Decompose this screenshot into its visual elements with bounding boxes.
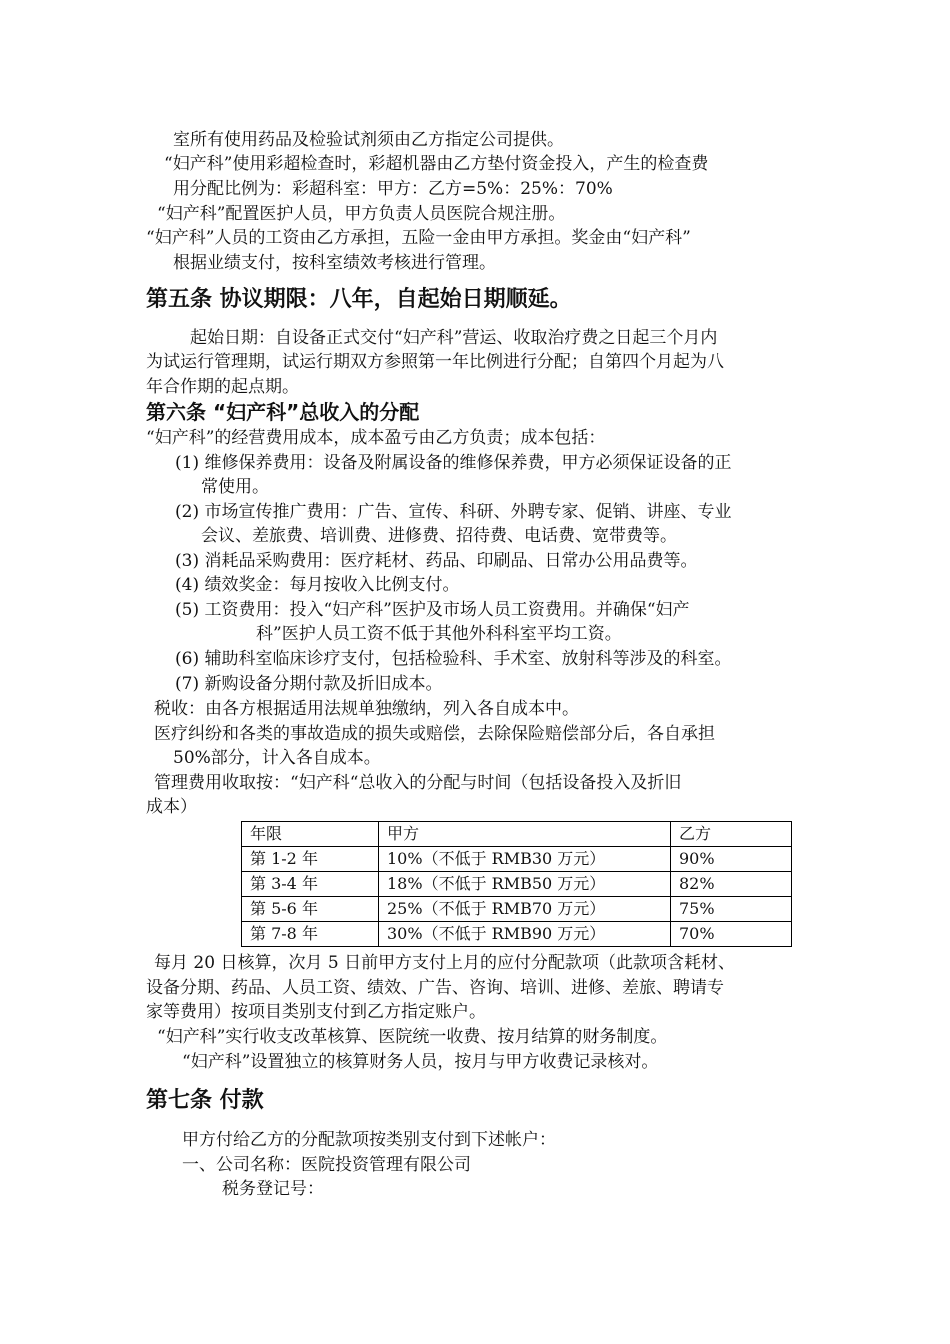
cost-item: (3) 消耗品采购费用：医疗耗材、药品、印刷品、日常办公用品费等。 bbox=[175, 551, 698, 571]
text-line: 甲方付给乙方的分配款项按类别支付到下述帐户： bbox=[182, 1130, 556, 1150]
cost-item: (5) 工资费用：投入“妇产科”医护及市场人员工资费用。并确保“妇产 bbox=[175, 600, 690, 620]
table-cell: 75% bbox=[671, 897, 792, 922]
cost-item: (4) 绩效奖金：每月按收入比例支付。 bbox=[175, 575, 460, 595]
table-header-cell: 乙方 bbox=[671, 822, 792, 847]
distribution-table bbox=[241, 821, 792, 947]
article-7-heading: 第七条 付款 bbox=[146, 1088, 264, 1113]
text-line: “妇产科”人员的工资由乙方承担，五险一金由甲方承担。奖金由“妇产科” bbox=[146, 228, 691, 248]
table-row bbox=[242, 897, 792, 922]
table-cell: 25%（不低于 RMB70 万元） bbox=[379, 897, 671, 922]
text-line: 成本） bbox=[146, 797, 197, 817]
text-line: “妇产科”实行收支改革核算、医院统一收费、按月结算的财务制度。 bbox=[157, 1027, 668, 1047]
table-cell: 第 3-4 年 bbox=[242, 872, 379, 897]
table-row bbox=[242, 922, 792, 947]
table-cell: 第 7-8 年 bbox=[242, 922, 379, 947]
article-6-heading: 第六条 “妇产科”总收入的分配 bbox=[146, 400, 420, 424]
text-line: 年合作期的起点期。 bbox=[146, 377, 299, 397]
table-row bbox=[242, 847, 792, 872]
text-line: “妇产科”的经营费用成本，成本盈亏由乙方负责；成本包括： bbox=[146, 428, 606, 448]
text-line: 医疗纠纷和各类的事故造成的损失或赔偿，去除保险赔偿部分后，各自承担 bbox=[154, 724, 715, 744]
text-line: 室所有使用药品及检验试剂须由乙方指定公司提供。 bbox=[173, 130, 564, 150]
cost-item: 科”医护人员工资不低于其他外科科室平均工资。 bbox=[256, 624, 622, 644]
table-cell: 第 1-2 年 bbox=[242, 847, 379, 872]
cost-item: (6) 辅助科室临床诊疗支付，包括检验科、手术室、放射科等涉及的科室。 bbox=[175, 649, 732, 669]
text-line: “妇产科”使用彩超检查时，彩超机器由乙方垫付资金投入，产生的检查费 bbox=[164, 154, 709, 174]
article-5-heading: 第五条 协议期限：八年，自起始日期顺延。 bbox=[146, 287, 572, 312]
table-header-cell: 年限 bbox=[242, 822, 379, 847]
text-line: “妇产科”设置独立的核算财务人员，按月与甲方收费记录核对。 bbox=[182, 1052, 659, 1072]
text-line: 用分配比例为：彩超科室：甲方：乙方=5%：25%：70% bbox=[173, 179, 613, 199]
table-row bbox=[242, 872, 792, 897]
table-cell: 90% bbox=[671, 847, 792, 872]
table-header-row bbox=[242, 822, 792, 847]
cost-item: (7) 新购设备分期付款及折旧成本。 bbox=[175, 674, 443, 694]
text-line: 50%部分，计入各自成本。 bbox=[173, 748, 381, 768]
text-line: “妇产科”配置医护人员，甲方负责人员医院合规注册。 bbox=[157, 204, 566, 224]
text-line: 为试运行管理期，试运行期双方参照第一年比例进行分配；自第四个月起为八 bbox=[146, 352, 724, 372]
text-line: 设备分期、药品、人员工资、绩效、广告、咨询、培训、进修、差旅、聘请专 bbox=[146, 978, 724, 998]
cost-item: (2) 市场宣传推广费用：广告、宣传、科研、外聘专家、促销、讲座、专业 bbox=[175, 502, 732, 522]
table-header-cell: 甲方 bbox=[379, 822, 671, 847]
table-cell: 70% bbox=[671, 922, 792, 947]
text-line: 一、公司名称：医院投资管理有限公司 bbox=[182, 1155, 471, 1175]
text-line: 起始日期：自设备正式交付“妇产科”营运、收取治疗费之日起三个月内 bbox=[190, 328, 718, 348]
table-cell: 10%（不低于 RMB30 万元） bbox=[379, 847, 671, 872]
text-line: 家等费用）按项目类别支付到乙方指定账户。 bbox=[146, 1002, 486, 1022]
cost-item: 常使用。 bbox=[201, 477, 269, 497]
table-cell: 第 5-6 年 bbox=[242, 897, 379, 922]
table-cell: 30%（不低于 RMB90 万元） bbox=[379, 922, 671, 947]
cost-item: (1) 维修保养费用：设备及附属设备的维修保养费，甲方必须保证设备的正 bbox=[175, 453, 732, 473]
cost-item: 会议、差旅费、培训费、进修费、招待费、电话费、宽带费等。 bbox=[201, 526, 677, 546]
text-line: 根据业绩支付，按科室绩效考核进行管理。 bbox=[173, 253, 496, 273]
text-line: 每月 20 日核算，次月 5 日前甲方支付上月的应付分配款项（此款项含耗材、 bbox=[154, 953, 736, 973]
table-cell: 82% bbox=[671, 872, 792, 897]
text-line: 管理费用收取按：“妇产科“总收入的分配与时间（包括设备投入及折旧 bbox=[154, 773, 682, 793]
table-cell: 18%（不低于 RMB50 万元） bbox=[379, 872, 671, 897]
text-line: 税收：由各方根据适用法规单独缴纳，列入各自成本中。 bbox=[154, 699, 579, 719]
text-line: 税务登记号： bbox=[222, 1179, 324, 1199]
